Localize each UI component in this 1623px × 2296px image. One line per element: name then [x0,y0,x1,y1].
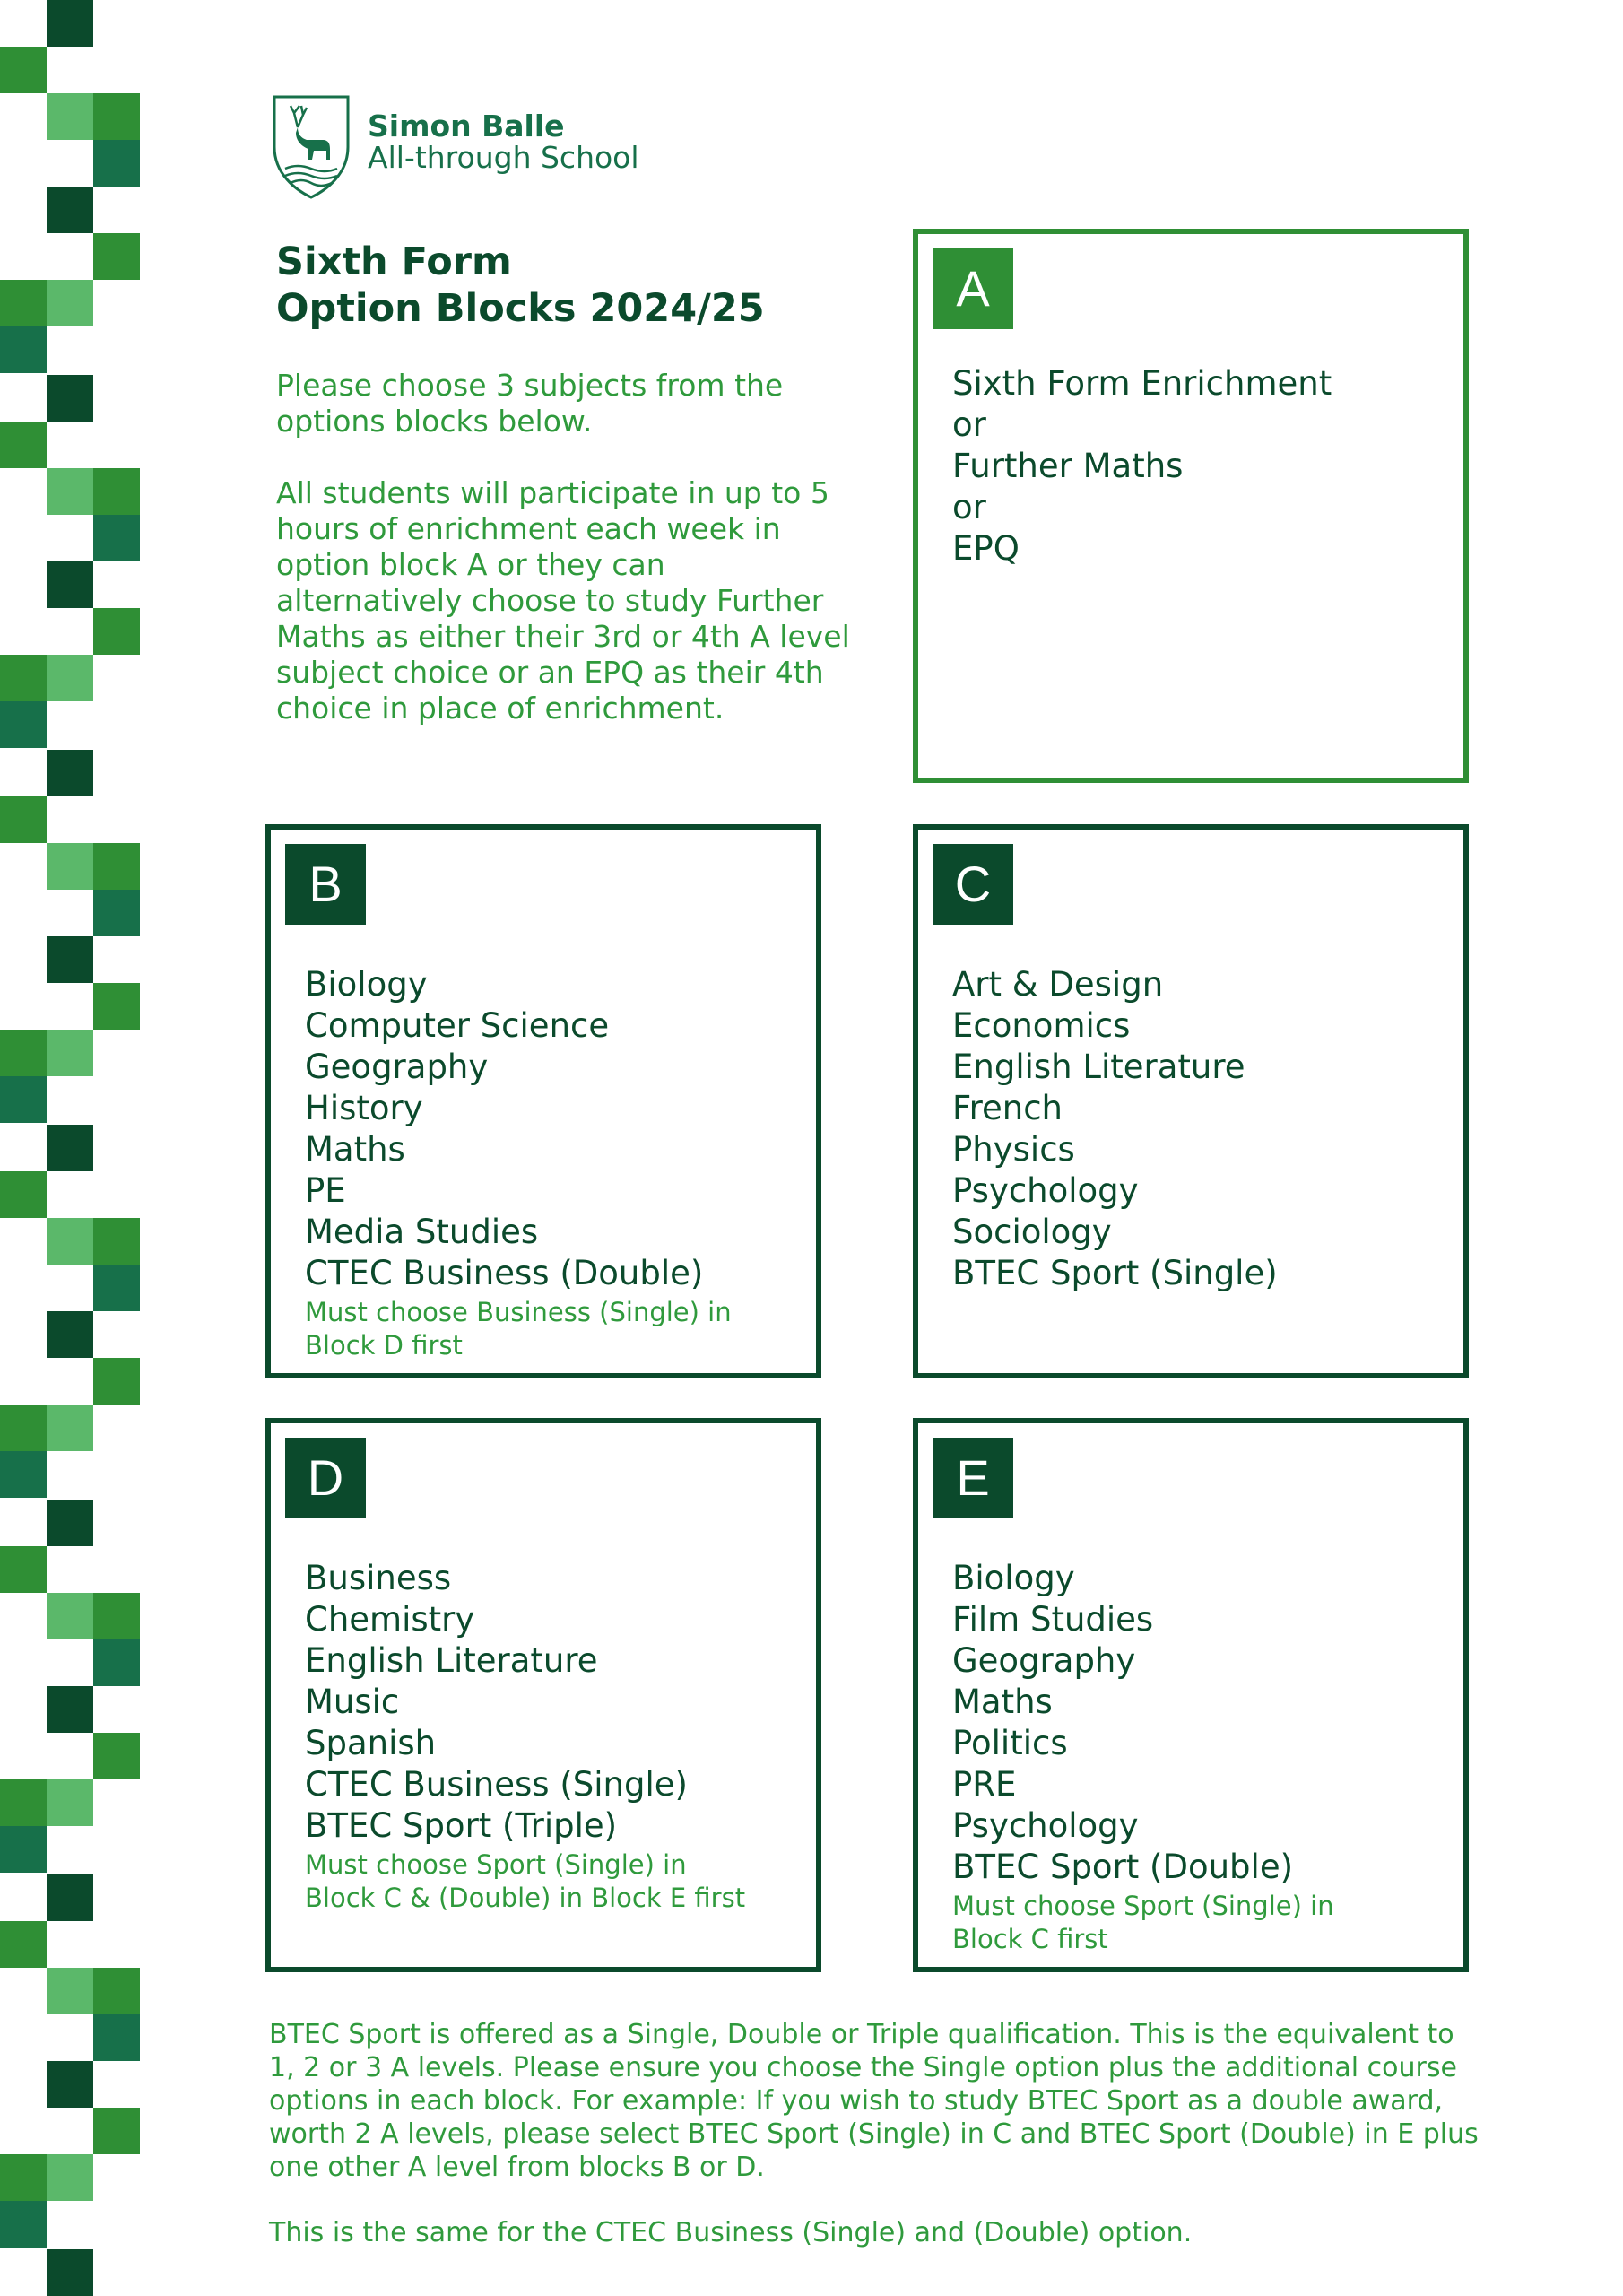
checker-square [47,1218,93,1265]
checker-square [93,1358,140,1405]
checker-square [93,1639,140,1686]
checker-square [0,1030,47,1076]
checker-square [47,1125,93,1171]
checker-square [93,2108,140,2154]
subject-item: or [952,488,986,526]
checker-square [0,1921,47,1968]
block-b-note-line2: Block D first [305,1330,463,1361]
checker-square [47,1500,93,1546]
checker-square [93,843,140,890]
subject-item: English Literature [952,1048,1245,1086]
checker-square [93,1218,140,1265]
checker-square [47,750,93,796]
footer-paragraph-1: BTEC Sport is offered as a Single, Double or Triple qualification. This is the equivalent to 1, 2 or 3 A levels. Please ensure you choose the Single option plus the additional course options in each block. For example: If you wish to study BTEC Sport as a double award, worth 2 A levels, please select BTEC Sport (Single) in C and BTEC Sport (Double) in E plus one other A level from blocks B or D. [269,2019,1479,2183]
checker-square [0,2154,47,2201]
checker-square [47,468,93,515]
checker-square [47,936,93,983]
option-block-c [913,824,1469,1378]
checker-square [0,1779,47,1826]
intro-text [276,368,850,762]
block-a-subjects [952,363,1332,570]
school-name [368,111,639,173]
checker-square [0,1451,47,1498]
checker-square [0,280,47,326]
checker-square [0,1076,47,1123]
checker-square [93,890,140,936]
stag-crest-icon [271,93,352,199]
subject-item: CTEC Business (Single) [305,1765,688,1804]
subject-item: Geography [305,1048,489,1086]
subject-item: Music [305,1683,400,1721]
checker-square [47,1030,93,1076]
subject-item: Geography [952,1641,1136,1680]
subject-item: BTEC Sport (Single) [952,1254,1278,1292]
checker-square [93,233,140,280]
block-e-note-line1: Must choose Sport (Single) in [952,1891,1334,1921]
block-letter-d: D [285,1438,366,1518]
option-block-b [265,824,821,1378]
subject-item: Art & Design [952,965,1164,1004]
checker-square [47,1779,93,1826]
block-d-subjects [305,1558,745,1915]
subject-item: CTEC Business (Double) [305,1254,704,1292]
subject-item: Psychology [952,1171,1139,1210]
checker-square [47,843,93,890]
intro-paragraph-1: Please choose 3 subjects from the options blocks below. [276,368,784,439]
option-block-d [265,1418,821,1972]
subject-item: Business [305,1559,452,1597]
block-e-note-line2: Block C first [952,1924,1108,1954]
checker-square [0,47,47,93]
school-name-line2: All-through School [368,139,639,175]
subject-item: PRE [952,1765,1017,1804]
footer-paragraph-2: This is the same for the CTEC Business (Single) and (Double) option. [269,2217,1193,2248]
checker-square [93,140,140,187]
checker-square [47,0,93,47]
subject-item: Media Studies [305,1213,539,1251]
block-b-note-line1: Must choose Business (Single) in [305,1297,732,1327]
subject-item: Physics [952,1130,1075,1169]
block-d-note-line1: Must choose Sport (Single) in [305,1849,687,1880]
checker-square [0,326,47,373]
checker-square [93,515,140,561]
checker-square [0,1405,47,1451]
checker-square [93,93,140,140]
block-b-subjects [305,964,732,1362]
checker-square [0,1826,47,1873]
subject-item: Chemistry [305,1600,475,1639]
checker-square [47,655,93,701]
checker-square [0,796,47,843]
subject-item: Sociology [952,1213,1112,1251]
checker-square [47,93,93,140]
subject-item: Maths [305,1130,405,1169]
checker-square [47,375,93,422]
checker-square [93,983,140,1030]
block-letter-e: E [933,1438,1013,1518]
checker-square [47,1593,93,1639]
subject-item: or [952,405,986,444]
block-d-note-line2: Block C & (Double) in Block E first [305,1883,746,1913]
subject-item: History [305,1089,423,1127]
block-letter-c: C [933,844,1013,925]
checker-square [47,1311,93,1358]
checker-square [93,1968,140,2014]
checker-square [93,1593,140,1639]
subject-item: PE [305,1171,346,1210]
subject-item: Biology [305,965,428,1004]
checker-square [47,1405,93,1451]
subject-item: French [952,1089,1063,1127]
checker-square [0,2201,47,2248]
checker-square [47,187,93,233]
option-block-a [913,229,1469,783]
checker-square [0,655,47,701]
subject-item: Film Studies [952,1600,1154,1639]
checker-square [47,2249,93,2296]
checker-square [47,2154,93,2201]
subject-item: English Literature [305,1641,598,1680]
subject-item: Politics [952,1724,1068,1762]
subject-item: BTEC Sport (Triple) [305,1806,618,1845]
subject-item: Spanish [305,1724,437,1762]
intro-paragraph-2: All students will participate in up to 5 hours of enrichment each week in option block A or they can alternatively choose to study Further Maths as either their 3rd or 4th A level subject choice or an EPQ as their 4th choice in place of enrichment. [276,475,850,726]
title-line2: Option Blocks 2024/25 [276,286,765,331]
checker-square [93,2014,140,2061]
checker-square [0,1171,47,1218]
block-e-subjects [952,1558,1334,1956]
option-block-e [913,1418,1469,1972]
subject-item: Sixth Form Enrichment [952,364,1332,403]
checker-square [47,561,93,608]
checker-square [47,1968,93,2014]
title-line1: Sixth Form [276,239,512,284]
page-title [276,239,765,332]
checker-square [93,608,140,655]
subject-item: Further Maths [952,447,1184,485]
checker-square [47,280,93,326]
subject-item: Biology [952,1559,1075,1597]
checker-square [0,701,47,748]
decorative-checker-strip [0,0,143,2296]
footer-note [269,2018,1480,2282]
checker-square [93,468,140,515]
subject-item: Economics [952,1006,1131,1045]
checker-square [93,1265,140,1311]
checker-square [47,1686,93,1733]
subject-item: Psychology [952,1806,1139,1845]
checker-square [47,2061,93,2108]
checker-square [0,1546,47,1593]
subject-item: Computer Science [305,1006,610,1045]
block-letter-b: B [285,844,366,925]
subject-item: BTEC Sport (Double) [952,1848,1294,1886]
checker-square [0,422,47,468]
subject-item: EPQ [952,529,1020,568]
subject-item: Maths [952,1683,1053,1721]
checker-square [47,1874,93,1921]
block-letter-a: A [933,248,1013,329]
block-c-subjects [952,964,1278,1294]
checker-square [93,1733,140,1779]
school-name-line1: Simon Balle [368,109,565,144]
